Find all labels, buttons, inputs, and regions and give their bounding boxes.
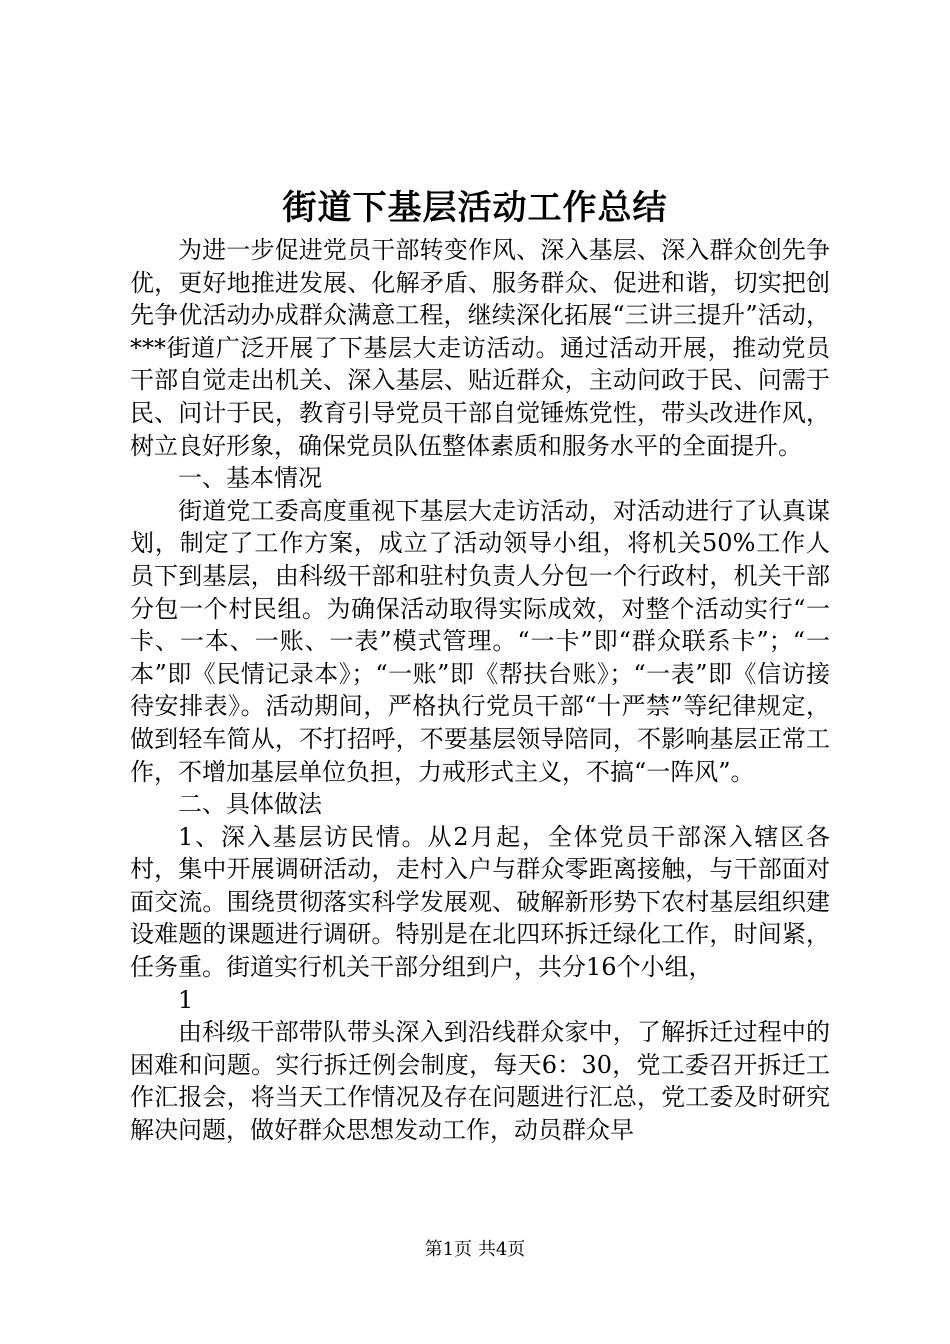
section-heading-basic: 一、基本情况 (178, 464, 322, 493)
page-footer: 第1页 共4页 (424, 1239, 526, 1260)
intro-paragraph: 为进一步促进党员干部转变作风、深入基层、深入群众创先争优，更好地推进发展、化解矛盾、服务群众、促进和谐，切实把创先争优活动办成群众满意工程，继续深化拓展“三讲三提升”活动，***街道广泛开展了下基层大走访活动。通过活动开展，推动党员干部自觉走出机关、深入基层、贴近群众，主动问政于民、问需于民、问计于民，教育引导党员干部自觉锤炼党性，带头改进作风，树立良好形象，确保党员队伍整体素质和服务水平的全面提升。 (130, 236, 830, 460)
method-paragraph-1: 1、深入基层访民情。从2月起，全体党员干部深入辖区各村，集中开展调研活动，走村入户与群众零距离接触，与干部面对面交流。围绕贯彻落实科学发展观、破解新形势下农村基层组织建设难题的课题进行调研。特别是在北四环拆迁绿化工作，时间紧，任务重。街道实行机关干部分组到户，共分16个小组， (130, 822, 830, 982)
inline-page-number: 1 (178, 985, 194, 1014)
continuation-paragraph: 由科级干部带队带头深入到沿线群众家中，了解拆迁过程中的困难和问题。实行拆迁例会制度，每天6：30，党工委召开拆迁工作汇报会，将当天工作情况及存在问题进行汇总，党工委及时研究解决问题，做好群众思想发动工作，动员群众早 (130, 1018, 830, 1145)
section-heading-methods: 二、具体做法 (178, 790, 322, 819)
document-body (130, 234, 830, 1147)
document-title: 街道下基层活动工作总结 (282, 188, 668, 228)
basic-info-paragraph: 街道党工委高度重视下基层大走访活动，对活动进行了认真谋划，制定了工作方案，成立了活动领导小组，将机关50%工作人员下到基层，由科级干部和驻村负责人分包一个行政村，机关干部分包一个村民组。为确保活动取得实际成效，对整个活动实行“一卡、一本、一账、一表”模式管理。“一卡”即“群众联系卡”；“一本”即《民情记录本》；“一账”即《帮扶台账》；“一表”即《信访接待安排表》。活动期间，严格执行党员干部“十严禁”等纪律规定，做到轻车简从，不打招呼，不要基层领导陪同，不影响基层正常工作，不增加基层单位负担，力戒形式主义，不搞“一阵风”。 (130, 496, 830, 786)
